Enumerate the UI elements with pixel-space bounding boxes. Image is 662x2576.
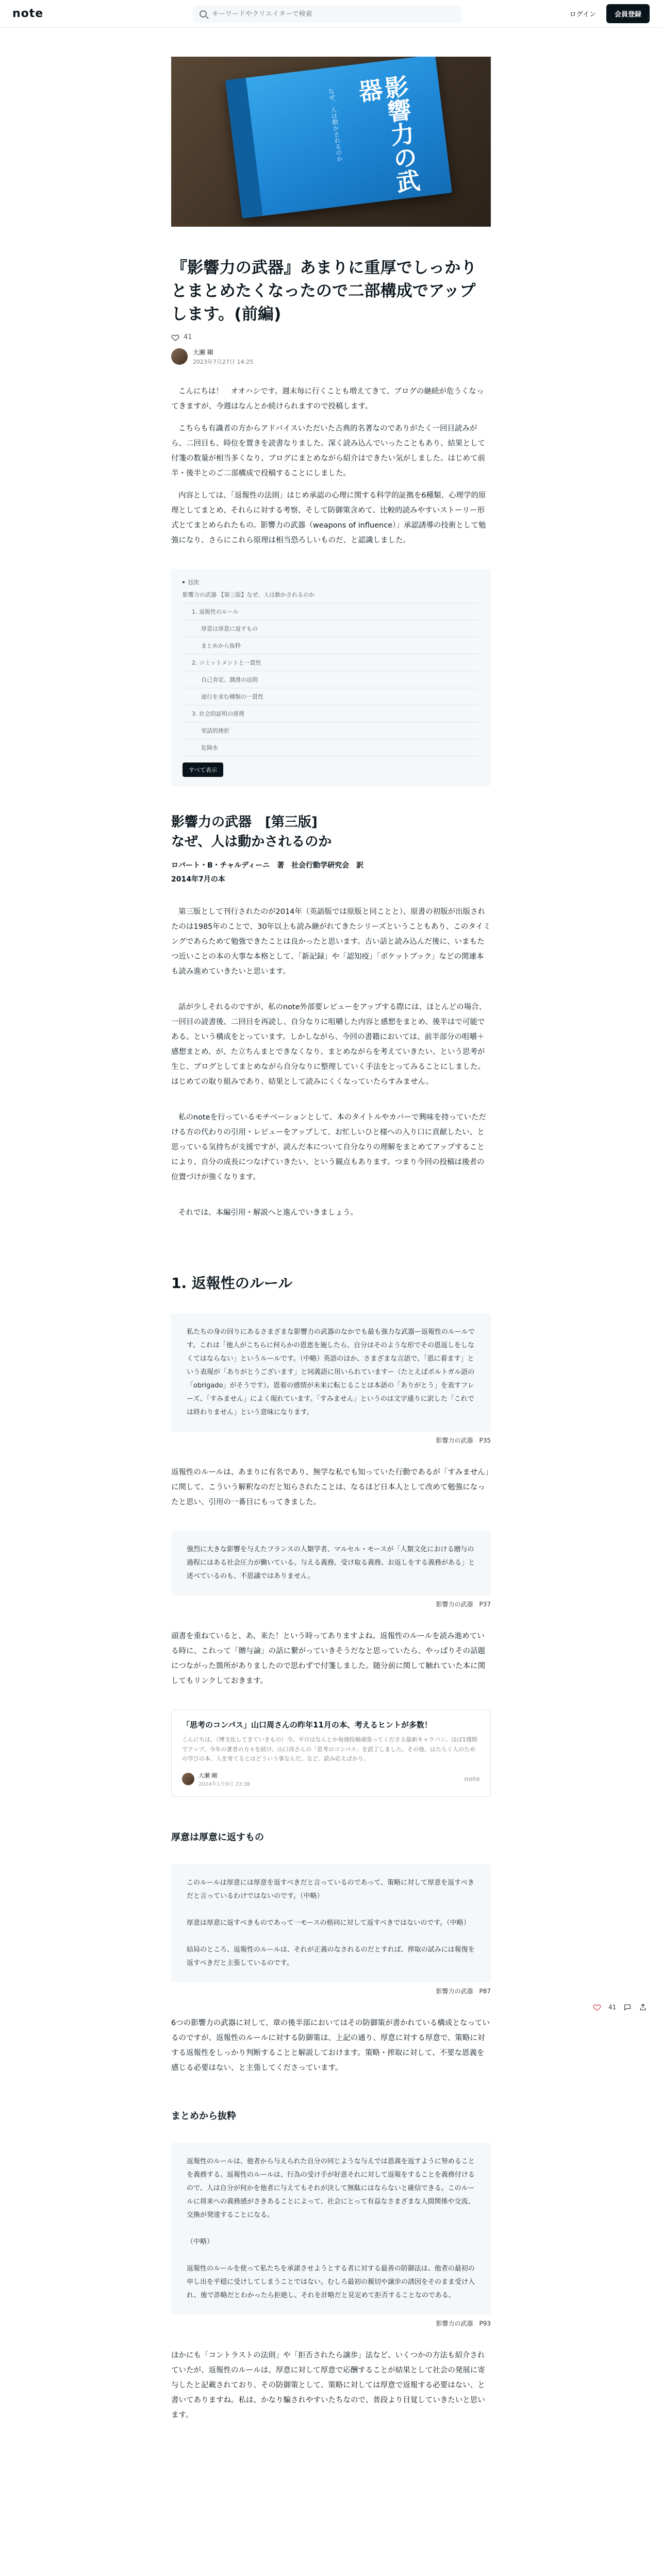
toc-item[interactable]: 1. 返報性のルール xyxy=(183,603,479,620)
table-of-contents xyxy=(171,569,491,786)
toc-item[interactable]: 実話的挫折 xyxy=(183,722,479,739)
toc-item[interactable]: まとめから抜粋 xyxy=(183,637,479,654)
heart-icon[interactable] xyxy=(593,2003,601,2011)
blockquote: 強烈に大きな影響を与えたフランスの人類学者、マルセル・モースが「人類文化における贈与の過程にはある社会圧力が働いている。与える義務、受け取る義務、お返しをする義務がある」と述べているのも、不思議ではありません。 xyxy=(171,1531,491,1596)
avatar xyxy=(182,1773,194,1785)
article-column xyxy=(171,57,491,2423)
subsection-heading: 厚意は厚意に返すもの xyxy=(171,1832,264,1843)
intro-paragraph: こんにちは！ オオハシです。週末毎に行くことも増えてきて、ブログの継続が危うくなってきますが、今週はなんとか続けられますので投稿します。 xyxy=(171,387,484,411)
blockquote: このルールは厚意には厚意を返すべきだと言っているのであって、策略に対して厚意を返すべきだと言っているわけではないのです。（中略） 厚意は厚意に返すべきものであって一モースの格同に対して返すべきではないのです。（中略） 結局のところ、返報性のルールは、それが正義のなされるのだとすれば、搾取の試みには報復を返すべきだと主張しているのです。 xyxy=(171,1864,491,1982)
book-meta: ロバート・B・チャルディーニ 著 社会行動学研究会 訳 2014年7月の本 xyxy=(171,861,364,884)
share-icon[interactable] xyxy=(639,2003,647,2011)
toc-item[interactable]: 厚意は厚意に返すもの xyxy=(183,620,479,637)
quote-citation: 影響力の武器 P93 xyxy=(436,2319,491,2327)
signup-button[interactable]: 会員登録 xyxy=(606,4,650,23)
subsection-heading: まとめから抜粋 xyxy=(171,2110,236,2122)
cover-subtitle: なぜ、人は動かされるのか xyxy=(327,88,343,162)
author-name[interactable]: 大瀬 剛 xyxy=(193,348,213,356)
intro-paragraph: 内容としては、「返報性の法則」はじめ承認の心理に関する科学的証拠を6種類、心理学的原理としてまとめ、それらに対する考察、そして防御策含めて、比較的読みやすいストーリー形式とてまとめられたもの。影響力の武器（weapons of influence）」承認誘導の技術として勉強になり、さらにこれら原理は相当恐ろしいものだ、と認識しました。 xyxy=(171,491,486,545)
embed-author: 大瀬 剛 xyxy=(198,1772,218,1779)
toc-item[interactable]: 危険水 xyxy=(183,739,479,756)
body-paragraph: 6つの影響力の武器に対して、章の後半部においてはその防御策が書かれている構成となっているのですが、返報性のルールに対する防御策は、上記の通り、厚意に対する厚意で、策略に対する返報性をしっかり判断することと解説しておけます。策略・搾取に対して、不要な恩義を感じる必要はない、と主張してくださっています。 xyxy=(171,2019,490,2072)
toc-item[interactable]: 2. コミットメントと一貫性 xyxy=(183,654,479,671)
hero-image xyxy=(171,57,491,227)
book-heading: 影響力の武器 [第三版] なぜ、人は動かされるのか xyxy=(171,814,332,850)
toc-header[interactable]: 目次 xyxy=(183,578,479,586)
note-logo: note xyxy=(464,1775,480,1783)
toc-show-all-button[interactable]: すべて表示 xyxy=(183,762,223,777)
blockquote: 私たちの身の回りにあるさまざまな影響力の武器のなかでも最も強力な武器ー返報性のルールです。これは「他人がこちらに何らかの恩恵を施したら、自分はそのような形でその恩返しをしなくてはならない」というルールです。（中略）英語のほか、さまざまな言語で、「恩に着ます」という表現が「ありがとうございます」と同義語に用いられていますー（たとえばポルトガル語の「obrigado」がそうです）。恩着の感情が未来に転じることは本語の「ありがとう」を表すフレーズ、「すみません」によく現れています。「すみません」というのは文字通りに訳した「これでは終わりません」という意味になります。 xyxy=(171,1313,491,1432)
comment-icon[interactable] xyxy=(623,2003,632,2011)
article-title: 『影響力の武器』あまりに重厚でしっかりとまとめたくなったので二部構成でアップします。(前編) xyxy=(171,259,477,324)
like-count: 41 xyxy=(608,2004,617,2011)
book-cover xyxy=(225,57,452,218)
author-block[interactable] xyxy=(171,348,491,366)
blockquote: 返報性のルールは、他者から与えられた自分の同じような与えでは恩義を返すように努めることを義務する。返報性のルールは、行為の受け手が好意それに対して返報をすることを義務付けるので、人は自分が何かを他者に与えてもそれが決して無駄にはならないと確信できる。このルールに将来への義務感がさきあることによって、社会にとって有益なさまざまな人間関係や交流、交換が発達することになる。 （中略） 返報性のルールを使って私たちを承諾させようとする者に対する最善の防御法は、他者の最初の申し出を平穏に受けしてしまうことではない。むしろ最初の親切や譲歩の誘因をそのまま受け入れ、後で詐略だとわかったら拒絶し、それを計略だと見定めて拒否することなのである。 xyxy=(171,2143,491,2315)
heart-icon[interactable] xyxy=(171,333,179,342)
like-count: 41 xyxy=(184,333,192,342)
search-input[interactable] xyxy=(212,10,449,18)
intro-paragraph: こちらも有識者の方からアドバイスいただいた古典的名著なのでありがたく一回目読みがら、二回目も、時位を置きを読書なりました。深く読み込んでいったこともあり、結果として付箋の数量が相当多くなり、ブログにまとめながら紹介はできたい気がしました。はじめて前半・後半とのご二部構成で投稿することにしました。 xyxy=(171,424,485,478)
bullet-icon xyxy=(183,581,185,583)
note-logo[interactable]: note xyxy=(12,7,44,20)
body-paragraph: 私のnoteを行っているモチベーションとして、本のタイトルやカバーで興味を持っていただける方の代わりの引用・レビューをアップして、お忙しいひと様への入り口に貢献したい、と思っている気持ちが支援ですが、読んだ本について自分なりの理解をまとめてアップすることにより、自分の成長につなげていきたい、という観点もあります。つまり今回の投稿は後者の位置づけが強くなります。 xyxy=(171,1113,487,1182)
toc-item[interactable]: 途行を求む種類の一貫性 xyxy=(183,688,479,705)
login-link[interactable]: ログイン xyxy=(569,11,596,19)
like-row xyxy=(171,333,491,342)
toc-item[interactable]: 自己肯定、潤滑の法則 xyxy=(183,671,479,688)
cover-title: 影響力の武器 xyxy=(354,73,422,195)
site-header xyxy=(0,0,662,28)
body-paragraph: 頭書を重ねていると、あ、来た！という時ってありますよね。返報性のルールを読み進めている時に、これって「贈与論」の話に繋がっていきそうだなと思っていたら、やっぱりその話題につながった箇所がありましたので思わずで付箋しました。随分前に関して触れていた本に関してもリンクしておきます。 xyxy=(171,1632,486,1686)
post-date: 2023年7月27日 14:25 xyxy=(193,358,254,365)
search-bar[interactable] xyxy=(193,5,461,23)
body-paragraph: それでは、本編引用・解説へと進んでいきましょう。 xyxy=(178,1209,358,1217)
section-heading: 1. 返報性のルール xyxy=(171,1275,293,1292)
toc-item[interactable]: 3. 社会的証明の原理 xyxy=(183,705,479,722)
embedded-article-card[interactable] xyxy=(171,1709,491,1797)
quote-citation: 影響力の武器 P87 xyxy=(436,1987,491,1995)
quote-citation: 影響力の武器 P37 xyxy=(436,1601,491,1608)
body-paragraph: ほかにも「コントラストの法則」や「拒否されたら譲歩」法など、いくつかの方法も紹介されていたが、返報性のルールは、厚意に対して厚意で応酬することが結果として社会の発展に寄与したと記載されており、その防御策として、策略に対しては厚意で返報する必要はない、と書いてありますね。私は、かなり騙されやすいたちなので、普段より目覚していきたいと思います。 xyxy=(171,2351,485,2419)
body-paragraph: 第三版として刊行されたのが2014年（英語版では原版と同ことと）、原書の初版が出版されたのは1985年のことで、30年以上も読み継がれてきたシリーズということもあり、このタイミングであらためて勉強できたことは良かったと思います。古い話と読み込んだ後に、いまもたつ近いことの本の大事な本格として、「新記録」や「認知疫」「ポケットブック」などの関連本も読み進めていきたいと思います。 xyxy=(171,908,491,976)
body-paragraph: 話が少しそれるのですが、私のnote外部要レビューをアップする際には、ほとんどの場合、一回目の読書後、二回目を再読し、自分なりに咀嚼した内容と感想をまとめ、後半はで可能である。という構成をとっています。しかしながら、今回の書籍においては、前半部分の咀嚼＋感想まとめ、が、た立ちんまとできなくなり、まとめながらを考えていきたい、という思考が生じ、ブログとしてまとめながら自分なりに整理していく手法をとってみることにしました。はじめての取り組みであり、結果として読みにくくなっていたらすみません。 xyxy=(171,1003,487,1087)
avatar[interactable] xyxy=(171,348,188,365)
body-paragraph: 返報性のルールは、あまりに有名であり、無学な私でも知っていた行動であるが「すみません」に関して、こういう解釈なのだと知らされたことは、なるほど日本人として改めて勉強になったと思い、引用の一番目にもってきました。 xyxy=(171,1468,489,1507)
floating-actions xyxy=(593,2003,647,2011)
toc-item[interactable]: 影響力の武器 【第三版】なぜ、人は動かされるのか xyxy=(183,586,479,603)
embed-title[interactable]: 「思考のコンパス」山口周さんの昨年11月の本、考えるヒントが多数！ xyxy=(182,1720,432,1730)
quote-citation: 影響力の武器 P35 xyxy=(436,1437,491,1445)
search-icon xyxy=(200,10,207,18)
embed-excerpt: こんにちは、（博文化してきていきもの）今。平日はなんとか毎週投稿頑張ってくださる最新キャラバン。ほぼ1週間でアップ。今年の著者の方々を続け、山口周さんの「思考のコンパス」を読了しました。その他、はたらく人のための学びの本、人を育てるとはどういう事なんだ、など、読み応えばかり。 xyxy=(182,1736,477,1762)
embed-date: 2024年1月9日 23:38 xyxy=(198,1781,251,1787)
